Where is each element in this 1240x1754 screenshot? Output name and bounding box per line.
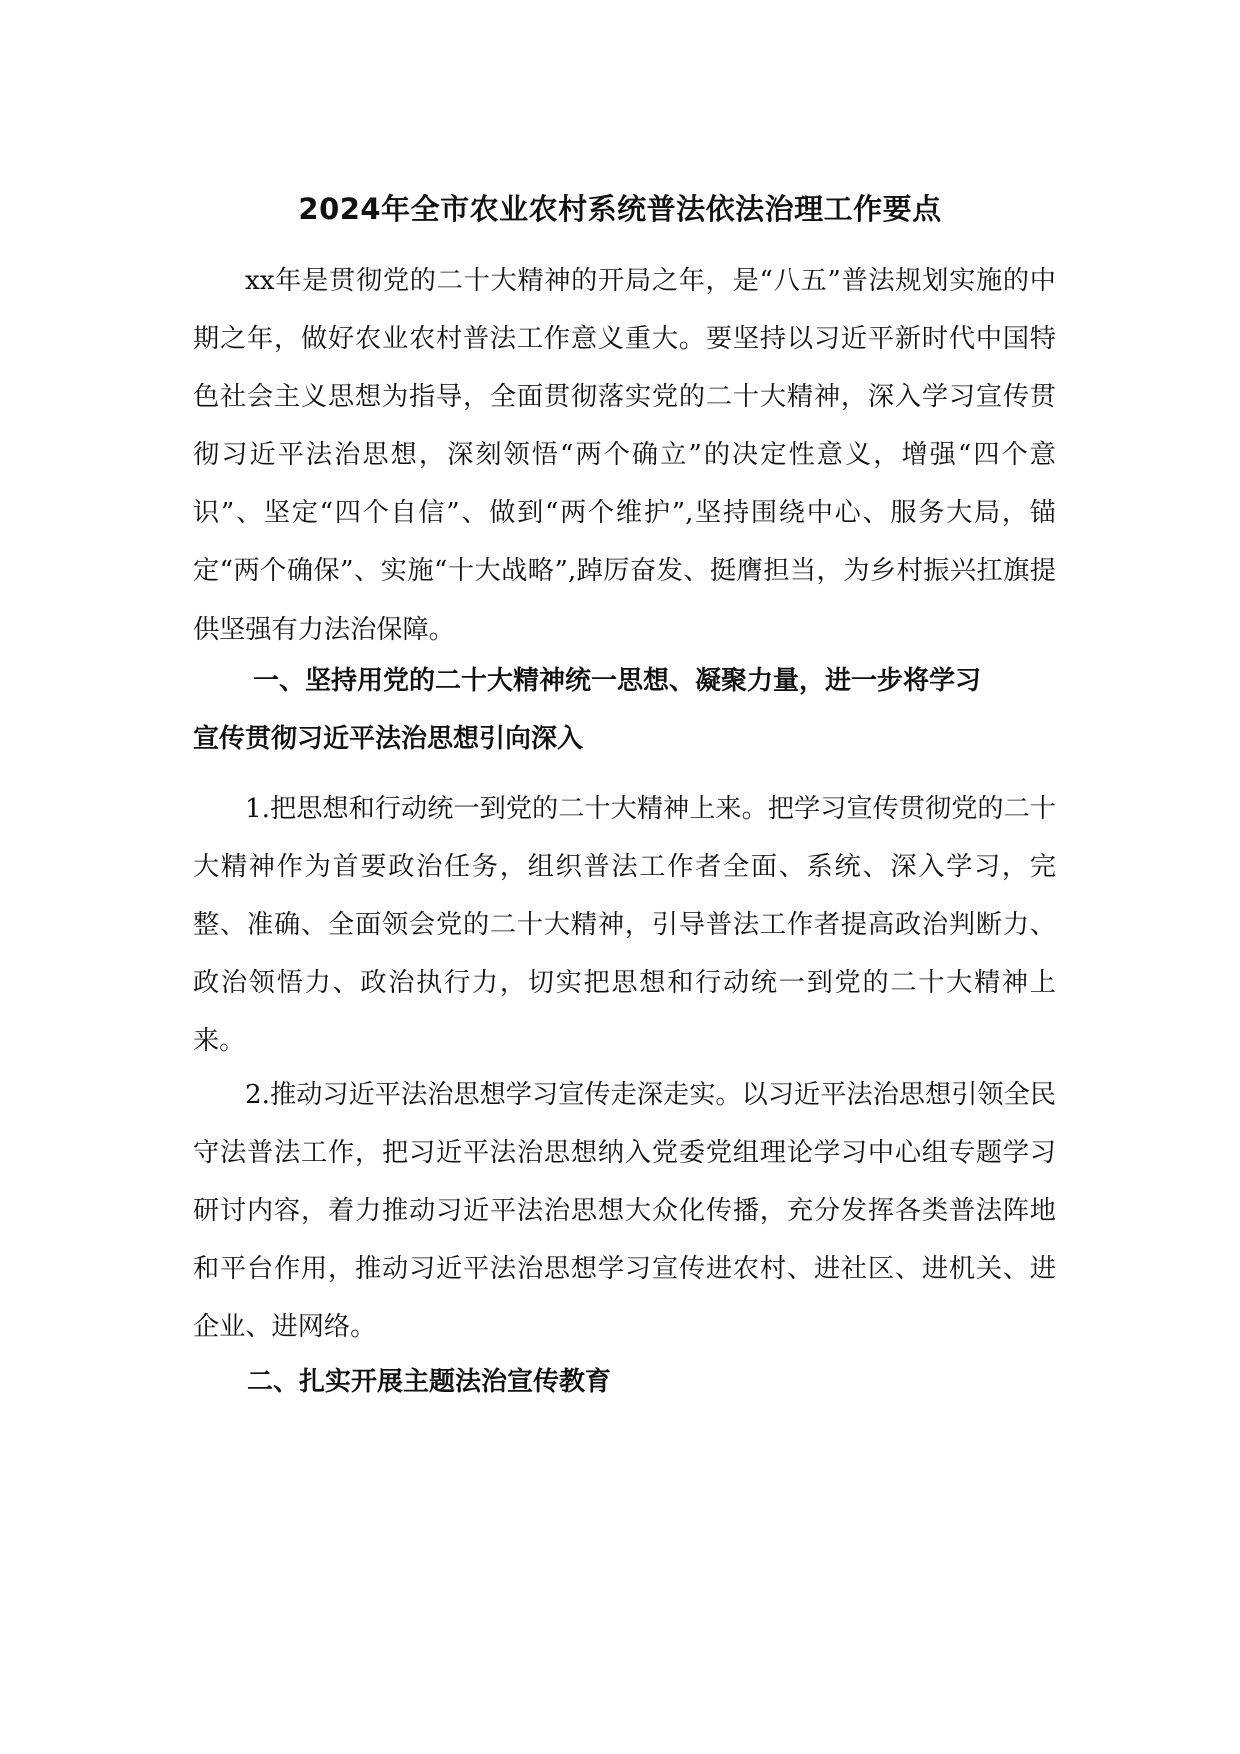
intro-paragraph: xx年是贯彻党的二十大精神的开局之年，是“八五”普法规划实施的中期之年，做好农业农村普法工作意义重大。要坚持以习近平新时代中国特色社会主义思想为指导，全面贯彻落实党的二十大精神，深入学习宣传贯彻习近平法治思想，深刻领悟“两个确立”的决定性意义，增强“四个意识”、坚定“四个自信”、做到“两个维护”,坚持围绕中心、服务大局，锚定“两个确保”、实施“十大战略”,踔厉奋发、挺膺担当，为乡村振兴扛旗提供坚强有力法治保障。: [193, 266, 1056, 645]
document-title: 2024年全市农业农村系统普法依法治理工作要点: [298, 192, 942, 226]
item-2-paragraph: 2.推动习近平法治思想学习宣传走深走实。以习近平法治思想引领全民守法普法工作，把习近平法治思想纳入党委党组理论学习中心组专题学习研讨内容，着力推动习近平法治思想大众化传播，充分发挥各类普法阵地和平台作用，推动习近平法治思想学习宣传进农村、进社区、进机关、进企业、进网络。: [193, 1080, 1056, 1343]
item-1-paragraph: 1.把思想和行动统一到党的二十大精神上来。把学习宣传贯彻党的二十大精神作为首要政治任务，组织普法工作者全面、系统、深入学习，完整、准确、全面领会党的二十大精神，引导普法工作者提高政治判断力、政治领悟力、政治执行力，切实把思想和行动统一到党的二十大精神上来。: [193, 794, 1056, 1057]
section-1-heading: 一、坚持用党的二十大精神统一思想、凝聚力量，进一步将学习: [253, 666, 982, 696]
section-1-heading-continued: 宣传贯彻习近平法治思想引向深入: [193, 724, 584, 754]
section-2-heading: 二、扎实开展主题法治宣传教育: [247, 1367, 612, 1397]
